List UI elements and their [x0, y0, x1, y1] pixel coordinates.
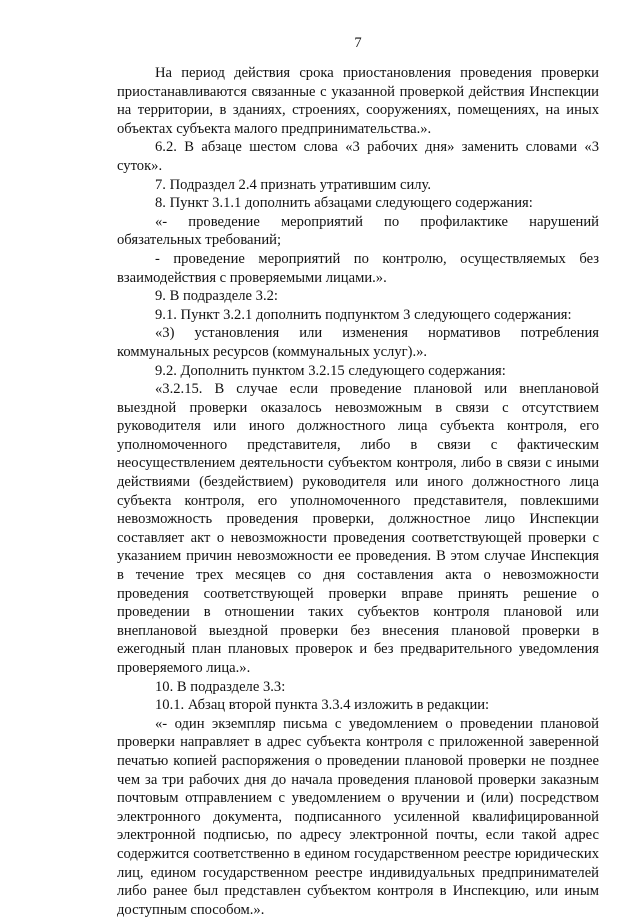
paragraph: - проведение мероприятий по контролю, осуществляемых без взаимодействия с проверяемыми лицами.».	[117, 250, 599, 286]
paragraph: «3.2.15. В случае если проведение плановой или внеплановой выездной проверки оказалось невозможным в связи с отсутствием руководителя или иного должностного лица субъекта контроля, его уполномоченного представителя, либо в связи с фактическим неосуществлением деятельности субъектом контроля, либо в связи с иными действиями (бездействием) руководителя или иного должностного лица субъекта контроля, его уполномоченного представителя, повлекшими невозможность проведения проверки, должностное лицо Инспекции составляет акт о невозможности проведения соответствующей проверки с указанием причин невозможности ее проведения. В этом случае Инспекция в течение трех месяцев со дня составления акта о невозможности проведения соответствующей проверки вправе принять решение о проведении в отношении таких субъектов контроля плановой или внеплановой выездной проверки без внесения плановой проверки в ежегодный план плановых проверок и без предварительного уведомления проверяемого лица.».	[117, 381, 599, 676]
paragraph: «3) установления или изменения нормативов потребления коммунальных ресурсов (коммунальных услуг).».	[117, 325, 599, 360]
paragraph: 10. В подразделе 3.3:	[155, 678, 286, 695]
paragraph: 10.1. Абзац второй пункта 3.3.4 изложить в редакции:	[155, 697, 490, 714]
page-number: 7	[354, 35, 362, 51]
paragraph: 7. Подраздел 2.4 признать утратившим силу.	[155, 176, 432, 193]
paragraph: «- один экземпляр письма с уведомлением о проведении плановой проверки направляет в адрес субъекта контроля с приложенной заверенной печатью копией распоряжения о проведении плановой проверки не позднее чем за три рабочих дня до начала проведения плановой проверки заказным почтовым отправлением с уведомлением о вручении и (или) посредством электронного документа, подписанного усиленной квалифицированной электронной подписью, по адресу электронной почты, если такой адрес содержится соответственно в едином государственном реестре юридических лиц, едином государственном реестре индивидуальных предпринимателей либо ранее был представлен субъектом контроля в Инспекцию, или иным доступным способом.».	[117, 715, 599, 918]
paragraph: 9.2. Дополнить пунктом 3.2.15 следующего содержания:	[155, 362, 506, 379]
paragraph: 6.2. В абзаце шестом слова «3 рабочих дня» заменить словами «3 суток».	[117, 139, 599, 174]
paragraph: 9. В подразделе 3.2:	[155, 288, 278, 305]
paragraph: «- проведение мероприятий по профилактике нарушений обязательных требований;	[117, 213, 599, 249]
document-body	[117, 64, 599, 919]
paragraph: 8. Пункт 3.1.1 дополнить абзацами следующего содержания:	[155, 195, 533, 212]
paragraph: На период действия срока приостановления проведения проверки приостанавливаются связанные с указанной проверкой действия Инспекции на территории, в зданиях, строениях, сооружениях, помещениях, на иных объектах субъекта малого предпринимательства.».	[117, 65, 599, 137]
paragraph: 9.1. Пункт 3.2.1 дополнить подпунктом 3 следующего содержания:	[155, 306, 572, 323]
